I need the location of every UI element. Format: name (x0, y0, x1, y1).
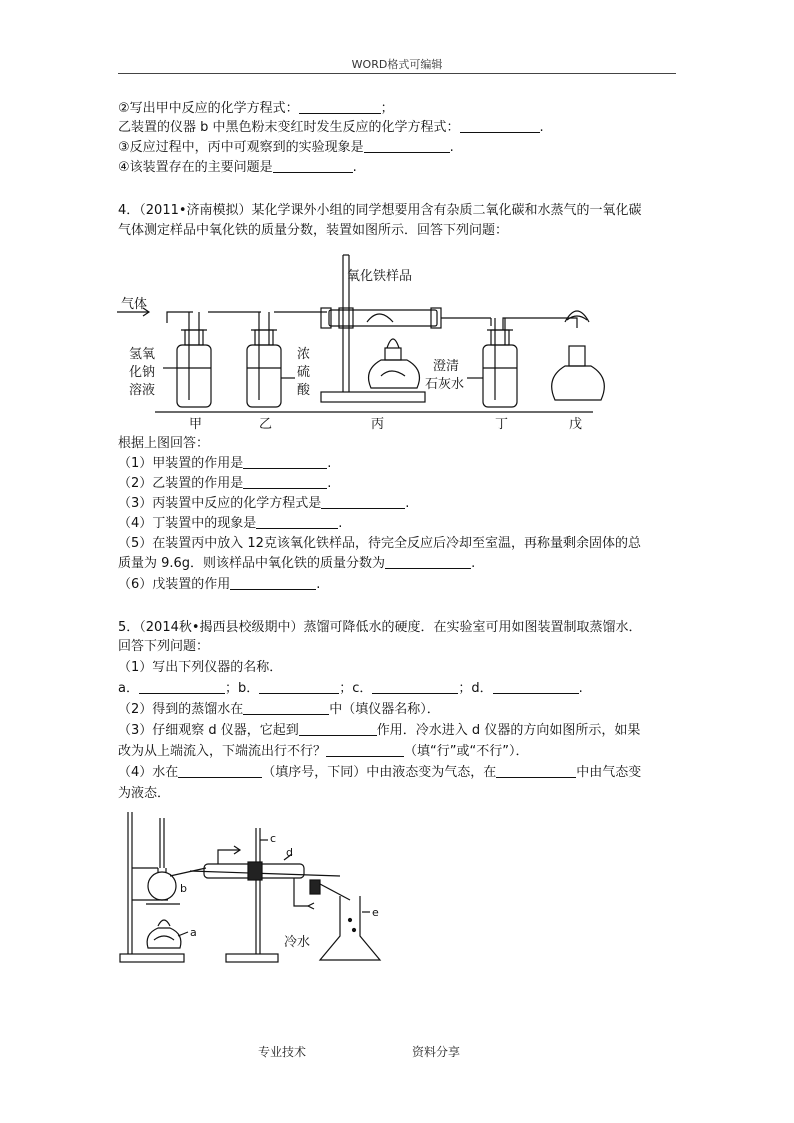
answer-blank[interactable] (496, 765, 576, 778)
q4-sub-2: （2）乙装置的作用是 . (118, 476, 332, 491)
label-c: c (270, 832, 277, 845)
q3-line-2: ②写出甲中反应的化学方程式： ； (118, 101, 394, 116)
label-naoh-3: 溶液 (129, 383, 156, 398)
label-wu: 戊 (569, 417, 583, 432)
answer-blank[interactable] (299, 723, 377, 736)
q3-line-5: ④该装置存在的主要问题是 . (118, 160, 357, 175)
label-cold-water: 冷水 (284, 935, 311, 950)
answer-blank-a[interactable] (139, 681, 225, 694)
label-lime-2: 石灰水 (425, 377, 465, 392)
q3-line-3-text: 乙装置的仪器 b 中黑色粉末变红时发生反应的化学方程式： (118, 120, 460, 135)
q5-line-1: 5．（2014秋•揭西县校级期中）蒸馏可降低水的硬度．在实验室可用如图装置制取蒸馏水． (118, 620, 642, 635)
q5-sub-2: （2）得到的蒸馏水在 中（填仪器名称）． (118, 702, 440, 717)
q3-line-4: ③反应过程中，丙中可观察到的实验现象是 . (118, 140, 454, 155)
answer-blank[interactable] (256, 516, 338, 529)
q5-instrument-blanks: a． ；b． ；c． ；d． . (118, 681, 583, 696)
answer-blank[interactable] (364, 140, 450, 153)
label-bing: 丙 (371, 417, 385, 432)
label-yi: 乙 (259, 417, 273, 432)
q4-sub-4: （4）丁装置中的现象是 . (118, 516, 343, 531)
label-gas: 气体 (121, 297, 148, 312)
answer-blank[interactable] (326, 744, 404, 757)
q4-apparatus-figure (115, 250, 615, 435)
q5-line-2: 回答下列问题： (118, 639, 210, 654)
q5-sub-4b: 为液态． (118, 786, 171, 801)
label-b: b (180, 882, 187, 895)
answer-blank[interactable] (299, 101, 381, 114)
answer-blank[interactable] (385, 556, 471, 569)
q4-line-1: 4．（2011•济南模拟）某化学课外小组的同学想要用含有杂质二氧化碳和水蒸气的一氧化碳 (118, 203, 642, 218)
q4-sub-5b: 质量为 9.6g．则该样品中氧化铁的质量分数为 . (118, 556, 476, 571)
page-header: WORD格式可编辑 (351, 58, 443, 71)
answer-blank[interactable] (243, 476, 327, 489)
answer-blank-b[interactable] (259, 681, 339, 694)
label-d: d (286, 846, 293, 859)
label-naoh-1: 氢氧 (129, 347, 156, 362)
label-sample: 氧化铁样品 (347, 269, 413, 284)
q4-sub-3: （3）丙装置中反应的化学方程式是 . (118, 496, 410, 511)
q3-line-2-text: ②写出甲中反应的化学方程式： (118, 101, 299, 116)
answer-blank-d[interactable] (493, 681, 579, 694)
answer-blank[interactable] (273, 160, 353, 173)
label-h2so4-1: 浓 (297, 347, 311, 362)
q4-sub-1: （1）甲装置的作用是 . (118, 456, 332, 471)
q5-sub-3b: 改为从上端流入，下端流出行不行？ （填“行”或“不行”）． (118, 744, 529, 759)
label-h2so4-3: 酸 (297, 383, 311, 398)
answer-blank[interactable] (243, 456, 327, 469)
answer-blank[interactable] (178, 765, 262, 778)
q5-sub-1: （1）写出下列仪器的名称． (118, 660, 283, 675)
q3-line-4-text: ③反应过程中，丙中可观察到的实验现象是 (118, 140, 364, 155)
answer-blank[interactable] (460, 120, 540, 133)
label-a: a (190, 926, 197, 939)
answer-blank[interactable] (243, 702, 329, 715)
q4-after-figure: 根据上图回答： (118, 436, 210, 451)
label-jia: 甲 (189, 417, 203, 432)
label-e: e (372, 906, 379, 919)
q4-line-2: 气体测定样品中氧化铁的质量分数，装置如图所示．回答下列问题： (118, 223, 509, 238)
q3-line-5-text: ④该装置存在的主要问题是 (118, 160, 273, 175)
label-lime-1: 澄清 (433, 359, 460, 374)
answer-blank-c[interactable] (372, 681, 458, 694)
q5-sub-4a: （4）水在 （填序号，下同）中由液态变为气态，在 中由气态变 (118, 765, 642, 780)
label-naoh-2: 化钠 (129, 365, 156, 380)
q5-sub-3a: （3）仔细观察 d 仪器，它起到 作用．冷水进入 d 仪器的方向如图所示，如果 (118, 723, 641, 738)
q4-sub-6: （6）戊装置的作用 . (118, 577, 321, 592)
footer-right: 资料分享 (412, 1045, 461, 1059)
footer-left: 专业技术 (258, 1045, 307, 1059)
q5-distillation-figure (118, 808, 388, 968)
label-h2so4-2: 硫 (297, 365, 311, 380)
header-rule (118, 73, 676, 74)
answer-blank[interactable] (230, 577, 316, 590)
q3-line-3: 乙装置的仪器 b 中黑色粉末变红时发生反应的化学方程式： . (118, 120, 544, 135)
label-ding: 丁 (495, 417, 509, 432)
q4-sub-5a: （5）在装置丙中放入 12克该氧化铁样品，待完全反应后冷却至室温，再称量剩余固体的总 (118, 536, 641, 551)
answer-blank[interactable] (321, 496, 405, 509)
